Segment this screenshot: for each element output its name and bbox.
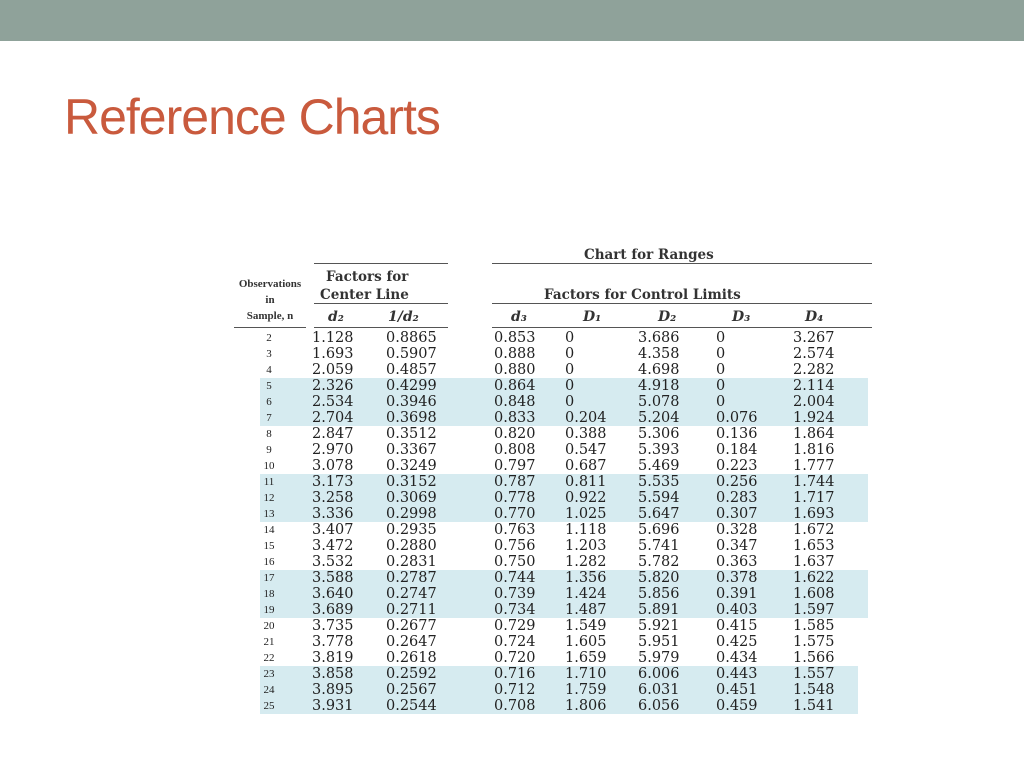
cell-d4: 1.575 xyxy=(793,634,835,650)
cell-d4: 1.693 xyxy=(793,506,835,522)
cell-d3: 0.076 xyxy=(716,410,758,426)
observations-header xyxy=(234,276,306,324)
cell-d4: 1.924 xyxy=(793,410,835,426)
cell-d2: 6.056 xyxy=(638,698,680,714)
cell-d2: 2.059 xyxy=(312,362,354,378)
table-row xyxy=(234,650,874,666)
cell-d3: 0.347 xyxy=(716,538,758,554)
divider xyxy=(314,327,448,328)
cell-d1: 0.922 xyxy=(565,490,607,506)
cell-inv: 0.3698 xyxy=(386,410,437,426)
cell-d2: 3.588 xyxy=(312,570,354,586)
chart-for-ranges-header: Chart for Ranges xyxy=(584,247,714,263)
column-header-D4: D₄ xyxy=(805,309,824,325)
cell-d1: 0 xyxy=(565,362,575,378)
cell-d2: 5.647 xyxy=(638,506,680,522)
cell-d3: 0.307 xyxy=(716,506,758,522)
cell-d2: 5.469 xyxy=(638,458,680,474)
sample-size-cell: 6 xyxy=(266,396,272,408)
cell-d1: 1.659 xyxy=(565,650,607,666)
cell-d3: 0.739 xyxy=(494,586,536,602)
cell-d2: 2.326 xyxy=(312,378,354,394)
column-header-D2: D₂ xyxy=(658,309,677,325)
cell-d2: 5.594 xyxy=(638,490,680,506)
cell-d2: 3.407 xyxy=(312,522,354,538)
cell-d3: 0.391 xyxy=(716,586,758,602)
cell-d3: 0.443 xyxy=(716,666,758,682)
cell-d3: 0.820 xyxy=(494,426,536,442)
cell-inv: 0.2544 xyxy=(386,698,437,714)
cell-d3: 0 xyxy=(716,330,726,346)
table-row xyxy=(234,346,874,362)
cell-inv: 0.4857 xyxy=(386,362,437,378)
cell-d2: 4.358 xyxy=(638,346,680,362)
cell-d2: 2.534 xyxy=(312,394,354,410)
cell-d1: 1.424 xyxy=(565,586,607,602)
sample-size-cell: 15 xyxy=(263,540,275,552)
cell-d2: 6.006 xyxy=(638,666,680,682)
table-row xyxy=(234,586,874,602)
cell-d1: 1.118 xyxy=(565,522,607,538)
cell-d2: 5.820 xyxy=(638,570,680,586)
cell-d4: 1.541 xyxy=(793,698,835,714)
cell-d3: 0.888 xyxy=(494,346,536,362)
cell-d2: 6.031 xyxy=(638,682,680,698)
sample-size-cell: 4 xyxy=(266,364,272,376)
cell-d2: 3.778 xyxy=(312,634,354,650)
sample-size-cell: 3 xyxy=(266,348,272,360)
sample-size-cell: 21 xyxy=(263,636,275,648)
cell-d2: 5.741 xyxy=(638,538,680,554)
column-header-inv-d2: 1/d₂ xyxy=(388,309,419,325)
table-row xyxy=(234,682,874,698)
cell-d4: 2.574 xyxy=(793,346,835,362)
cell-inv: 0.2567 xyxy=(386,682,437,698)
cell-d1: 0.687 xyxy=(565,458,607,474)
cell-d3: 0 xyxy=(716,346,726,362)
cell-d3: 0.434 xyxy=(716,650,758,666)
sample-size-cell: 9 xyxy=(266,444,272,456)
cell-d3: 0.425 xyxy=(716,634,758,650)
cell-inv: 0.4299 xyxy=(386,378,437,394)
cell-inv: 0.3367 xyxy=(386,442,437,458)
table-row xyxy=(234,554,874,570)
cell-d2: 5.204 xyxy=(638,410,680,426)
factors-center-line-header-1: Factors for xyxy=(326,269,409,285)
top-banner xyxy=(0,0,1024,41)
cell-d3: 0.787 xyxy=(494,474,536,490)
cell-d3: 0 xyxy=(716,362,726,378)
sample-size-cell: 22 xyxy=(263,652,275,664)
cell-inv: 0.2592 xyxy=(386,666,437,682)
cell-d3: 0.378 xyxy=(716,570,758,586)
factors-control-limits-header: Factors for Control Limits xyxy=(544,287,741,303)
cell-d3: 0.763 xyxy=(494,522,536,538)
observations-header-line-3: Sample, n xyxy=(246,310,294,322)
cell-d2: 5.393 xyxy=(638,442,680,458)
cell-d3: 0.756 xyxy=(494,538,536,554)
cell-d4: 1.653 xyxy=(793,538,835,554)
cell-inv: 0.2711 xyxy=(386,602,437,618)
column-header-d2: d₂ xyxy=(328,309,344,325)
cell-inv: 0.2935 xyxy=(386,522,437,538)
cell-d3: 0 xyxy=(716,394,726,410)
cell-d3: 0.778 xyxy=(494,490,536,506)
cell-inv: 0.8865 xyxy=(386,330,437,346)
cell-d1: 0.204 xyxy=(565,410,607,426)
table-row xyxy=(234,474,874,490)
cell-d3: 0.729 xyxy=(494,618,536,634)
cell-d2: 3.640 xyxy=(312,586,354,602)
sample-size-cell: 20 xyxy=(263,620,275,632)
cell-d2: 3.931 xyxy=(312,698,354,714)
cell-d3: 0.223 xyxy=(716,458,758,474)
cell-d2: 5.891 xyxy=(638,602,680,618)
divider xyxy=(314,303,448,304)
slide-title: Reference Charts xyxy=(64,89,440,145)
table-row xyxy=(234,602,874,618)
cell-d3: 0.363 xyxy=(716,554,758,570)
cell-d2: 3.258 xyxy=(312,490,354,506)
cell-d4: 1.597 xyxy=(793,602,835,618)
cell-d1: 0.388 xyxy=(565,426,607,442)
sample-size-cell: 24 xyxy=(263,684,275,696)
cell-d1: 0 xyxy=(565,394,575,410)
cell-d2: 3.173 xyxy=(312,474,354,490)
cell-d4: 1.816 xyxy=(793,442,835,458)
cell-d3: 0.848 xyxy=(494,394,536,410)
cell-inv: 0.2831 xyxy=(386,554,437,570)
divider xyxy=(492,303,872,304)
cell-d1: 0.811 xyxy=(565,474,607,490)
cell-d2: 5.979 xyxy=(638,650,680,666)
cell-inv: 0.2880 xyxy=(386,538,437,554)
cell-d2: 2.970 xyxy=(312,442,354,458)
cell-d3: 0.328 xyxy=(716,522,758,538)
cell-d1: 1.025 xyxy=(565,506,607,522)
cell-d4: 1.622 xyxy=(793,570,835,586)
sample-size-cell: 2 xyxy=(266,332,272,344)
table-row xyxy=(234,490,874,506)
cell-d2: 3.689 xyxy=(312,602,354,618)
observations-header-line-2: in xyxy=(265,294,275,306)
cell-d2: 3.472 xyxy=(312,538,354,554)
cell-d4: 1.566 xyxy=(793,650,835,666)
table-row xyxy=(234,394,874,410)
cell-d3: 0.451 xyxy=(716,682,758,698)
cell-d3: 0.770 xyxy=(494,506,536,522)
cell-d3: 0.459 xyxy=(716,698,758,714)
cell-inv: 0.3512 xyxy=(386,426,437,442)
cell-d3: 0.403 xyxy=(716,602,758,618)
cell-d3: 0.724 xyxy=(494,634,536,650)
cell-d1: 0 xyxy=(565,330,575,346)
cell-d3: 0.415 xyxy=(716,618,758,634)
cell-d3: 0.708 xyxy=(494,698,536,714)
cell-d2: 3.686 xyxy=(638,330,680,346)
cell-d3: 0.184 xyxy=(716,442,758,458)
cell-d4: 1.864 xyxy=(793,426,835,442)
cell-d1: 1.806 xyxy=(565,698,607,714)
table-row xyxy=(234,426,874,442)
sample-size-cell: 18 xyxy=(263,588,275,600)
cell-d4: 1.585 xyxy=(793,618,835,634)
cell-inv: 0.3069 xyxy=(386,490,437,506)
cell-inv: 0.2677 xyxy=(386,618,437,634)
cell-d4: 1.557 xyxy=(793,666,835,682)
table-row xyxy=(234,330,874,346)
cell-d2: 5.856 xyxy=(638,586,680,602)
cell-d1: 1.710 xyxy=(565,666,607,682)
cell-d3: 0.853 xyxy=(494,330,536,346)
cell-inv: 0.2747 xyxy=(386,586,437,602)
cell-inv: 0.3946 xyxy=(386,394,437,410)
cell-inv: 0.2787 xyxy=(386,570,437,586)
table-row xyxy=(234,522,874,538)
cell-d4: 1.744 xyxy=(793,474,835,490)
cell-d4: 2.114 xyxy=(793,378,835,394)
cell-d1: 1.282 xyxy=(565,554,607,570)
cell-d2: 3.819 xyxy=(312,650,354,666)
cell-d3: 0 xyxy=(716,378,726,394)
cell-d3: 0.283 xyxy=(716,490,758,506)
sample-size-cell: 23 xyxy=(263,668,275,680)
table-row xyxy=(234,378,874,394)
cell-d1: 1.759 xyxy=(565,682,607,698)
divider xyxy=(492,263,872,264)
cell-d3: 0.808 xyxy=(494,442,536,458)
sample-size-cell: 13 xyxy=(263,508,275,520)
table-row xyxy=(234,442,874,458)
cell-inv: 0.3152 xyxy=(386,474,437,490)
cell-d2: 1.693 xyxy=(312,346,354,362)
cell-d1: 1.549 xyxy=(565,618,607,634)
sample-size-cell: 11 xyxy=(263,476,275,488)
cell-d2: 2.704 xyxy=(312,410,354,426)
cell-d1: 0.547 xyxy=(565,442,607,458)
cell-d4: 1.717 xyxy=(793,490,835,506)
table-row xyxy=(234,362,874,378)
cell-inv: 0.5907 xyxy=(386,346,437,362)
cell-d3: 0.744 xyxy=(494,570,536,586)
table-row xyxy=(234,698,874,714)
cell-d2: 4.698 xyxy=(638,362,680,378)
divider xyxy=(314,263,448,264)
cell-d2: 5.782 xyxy=(638,554,680,570)
cell-inv: 0.3249 xyxy=(386,458,437,474)
cell-inv: 0.2647 xyxy=(386,634,437,650)
factors-center-line-header-2: Center Line xyxy=(320,287,409,303)
cell-d2: 5.696 xyxy=(638,522,680,538)
cell-d4: 2.282 xyxy=(793,362,835,378)
cell-d1: 1.356 xyxy=(565,570,607,586)
cell-d3: 0.750 xyxy=(494,554,536,570)
cell-d2: 1.128 xyxy=(312,330,354,346)
sample-size-cell: 10 xyxy=(263,460,275,472)
cell-d4: 1.608 xyxy=(793,586,835,602)
cell-d1: 0 xyxy=(565,346,575,362)
cell-inv: 0.2998 xyxy=(386,506,437,522)
cell-d3: 0.797 xyxy=(494,458,536,474)
cell-d2: 5.951 xyxy=(638,634,680,650)
sample-size-cell: 17 xyxy=(263,572,275,584)
cell-d4: 3.267 xyxy=(793,330,835,346)
cell-d2: 4.918 xyxy=(638,378,680,394)
table-row xyxy=(234,570,874,586)
cell-d1: 0 xyxy=(565,378,575,394)
column-header-D1: D₁ xyxy=(583,309,602,325)
table-row xyxy=(234,618,874,634)
sample-size-cell: 8 xyxy=(266,428,272,440)
table-row xyxy=(234,506,874,522)
cell-d2: 3.078 xyxy=(312,458,354,474)
cell-d3: 0.720 xyxy=(494,650,536,666)
control-chart-factors-table xyxy=(234,242,874,718)
cell-d3: 0.256 xyxy=(716,474,758,490)
cell-d3: 0.716 xyxy=(494,666,536,682)
cell-d4: 1.637 xyxy=(793,554,835,570)
column-header-d3: d₃ xyxy=(511,309,527,325)
cell-d2: 5.535 xyxy=(638,474,680,490)
cell-d3: 0.833 xyxy=(494,410,536,426)
cell-d2: 5.921 xyxy=(638,618,680,634)
cell-d4: 2.004 xyxy=(793,394,835,410)
cell-d4: 1.777 xyxy=(793,458,835,474)
sample-size-cell: 5 xyxy=(266,380,272,392)
cell-d2: 3.858 xyxy=(312,666,354,682)
cell-d2: 3.735 xyxy=(312,618,354,634)
cell-d2: 5.306 xyxy=(638,426,680,442)
sample-size-cell: 7 xyxy=(266,412,272,424)
cell-d3: 0.880 xyxy=(494,362,536,378)
cell-d1: 1.605 xyxy=(565,634,607,650)
sample-size-cell: 25 xyxy=(263,700,275,712)
cell-d3: 0.864 xyxy=(494,378,536,394)
cell-d2: 2.847 xyxy=(312,426,354,442)
cell-d1: 1.487 xyxy=(565,602,607,618)
cell-inv: 0.2618 xyxy=(386,650,437,666)
table-row xyxy=(234,410,874,426)
sample-size-cell: 16 xyxy=(263,556,275,568)
sample-size-cell: 14 xyxy=(263,524,275,536)
cell-d1: 1.203 xyxy=(565,538,607,554)
cell-d2: 3.532 xyxy=(312,554,354,570)
cell-d2: 5.078 xyxy=(638,394,680,410)
cell-d4: 1.548 xyxy=(793,682,835,698)
divider xyxy=(234,327,306,328)
table-row xyxy=(234,458,874,474)
table-row xyxy=(234,634,874,650)
sample-size-cell: 19 xyxy=(263,604,275,616)
cell-d2: 3.895 xyxy=(312,682,354,698)
column-header-D3: D₃ xyxy=(732,309,751,325)
divider xyxy=(492,327,872,328)
cell-d2: 3.336 xyxy=(312,506,354,522)
cell-d3: 0.734 xyxy=(494,602,536,618)
sample-size-cell: 12 xyxy=(263,492,275,504)
table-row xyxy=(234,666,874,682)
table-row xyxy=(234,538,874,554)
observations-header-line-1: Observations xyxy=(238,278,302,290)
cell-d3: 0.712 xyxy=(494,682,536,698)
cell-d4: 1.672 xyxy=(793,522,835,538)
cell-d3: 0.136 xyxy=(716,426,758,442)
